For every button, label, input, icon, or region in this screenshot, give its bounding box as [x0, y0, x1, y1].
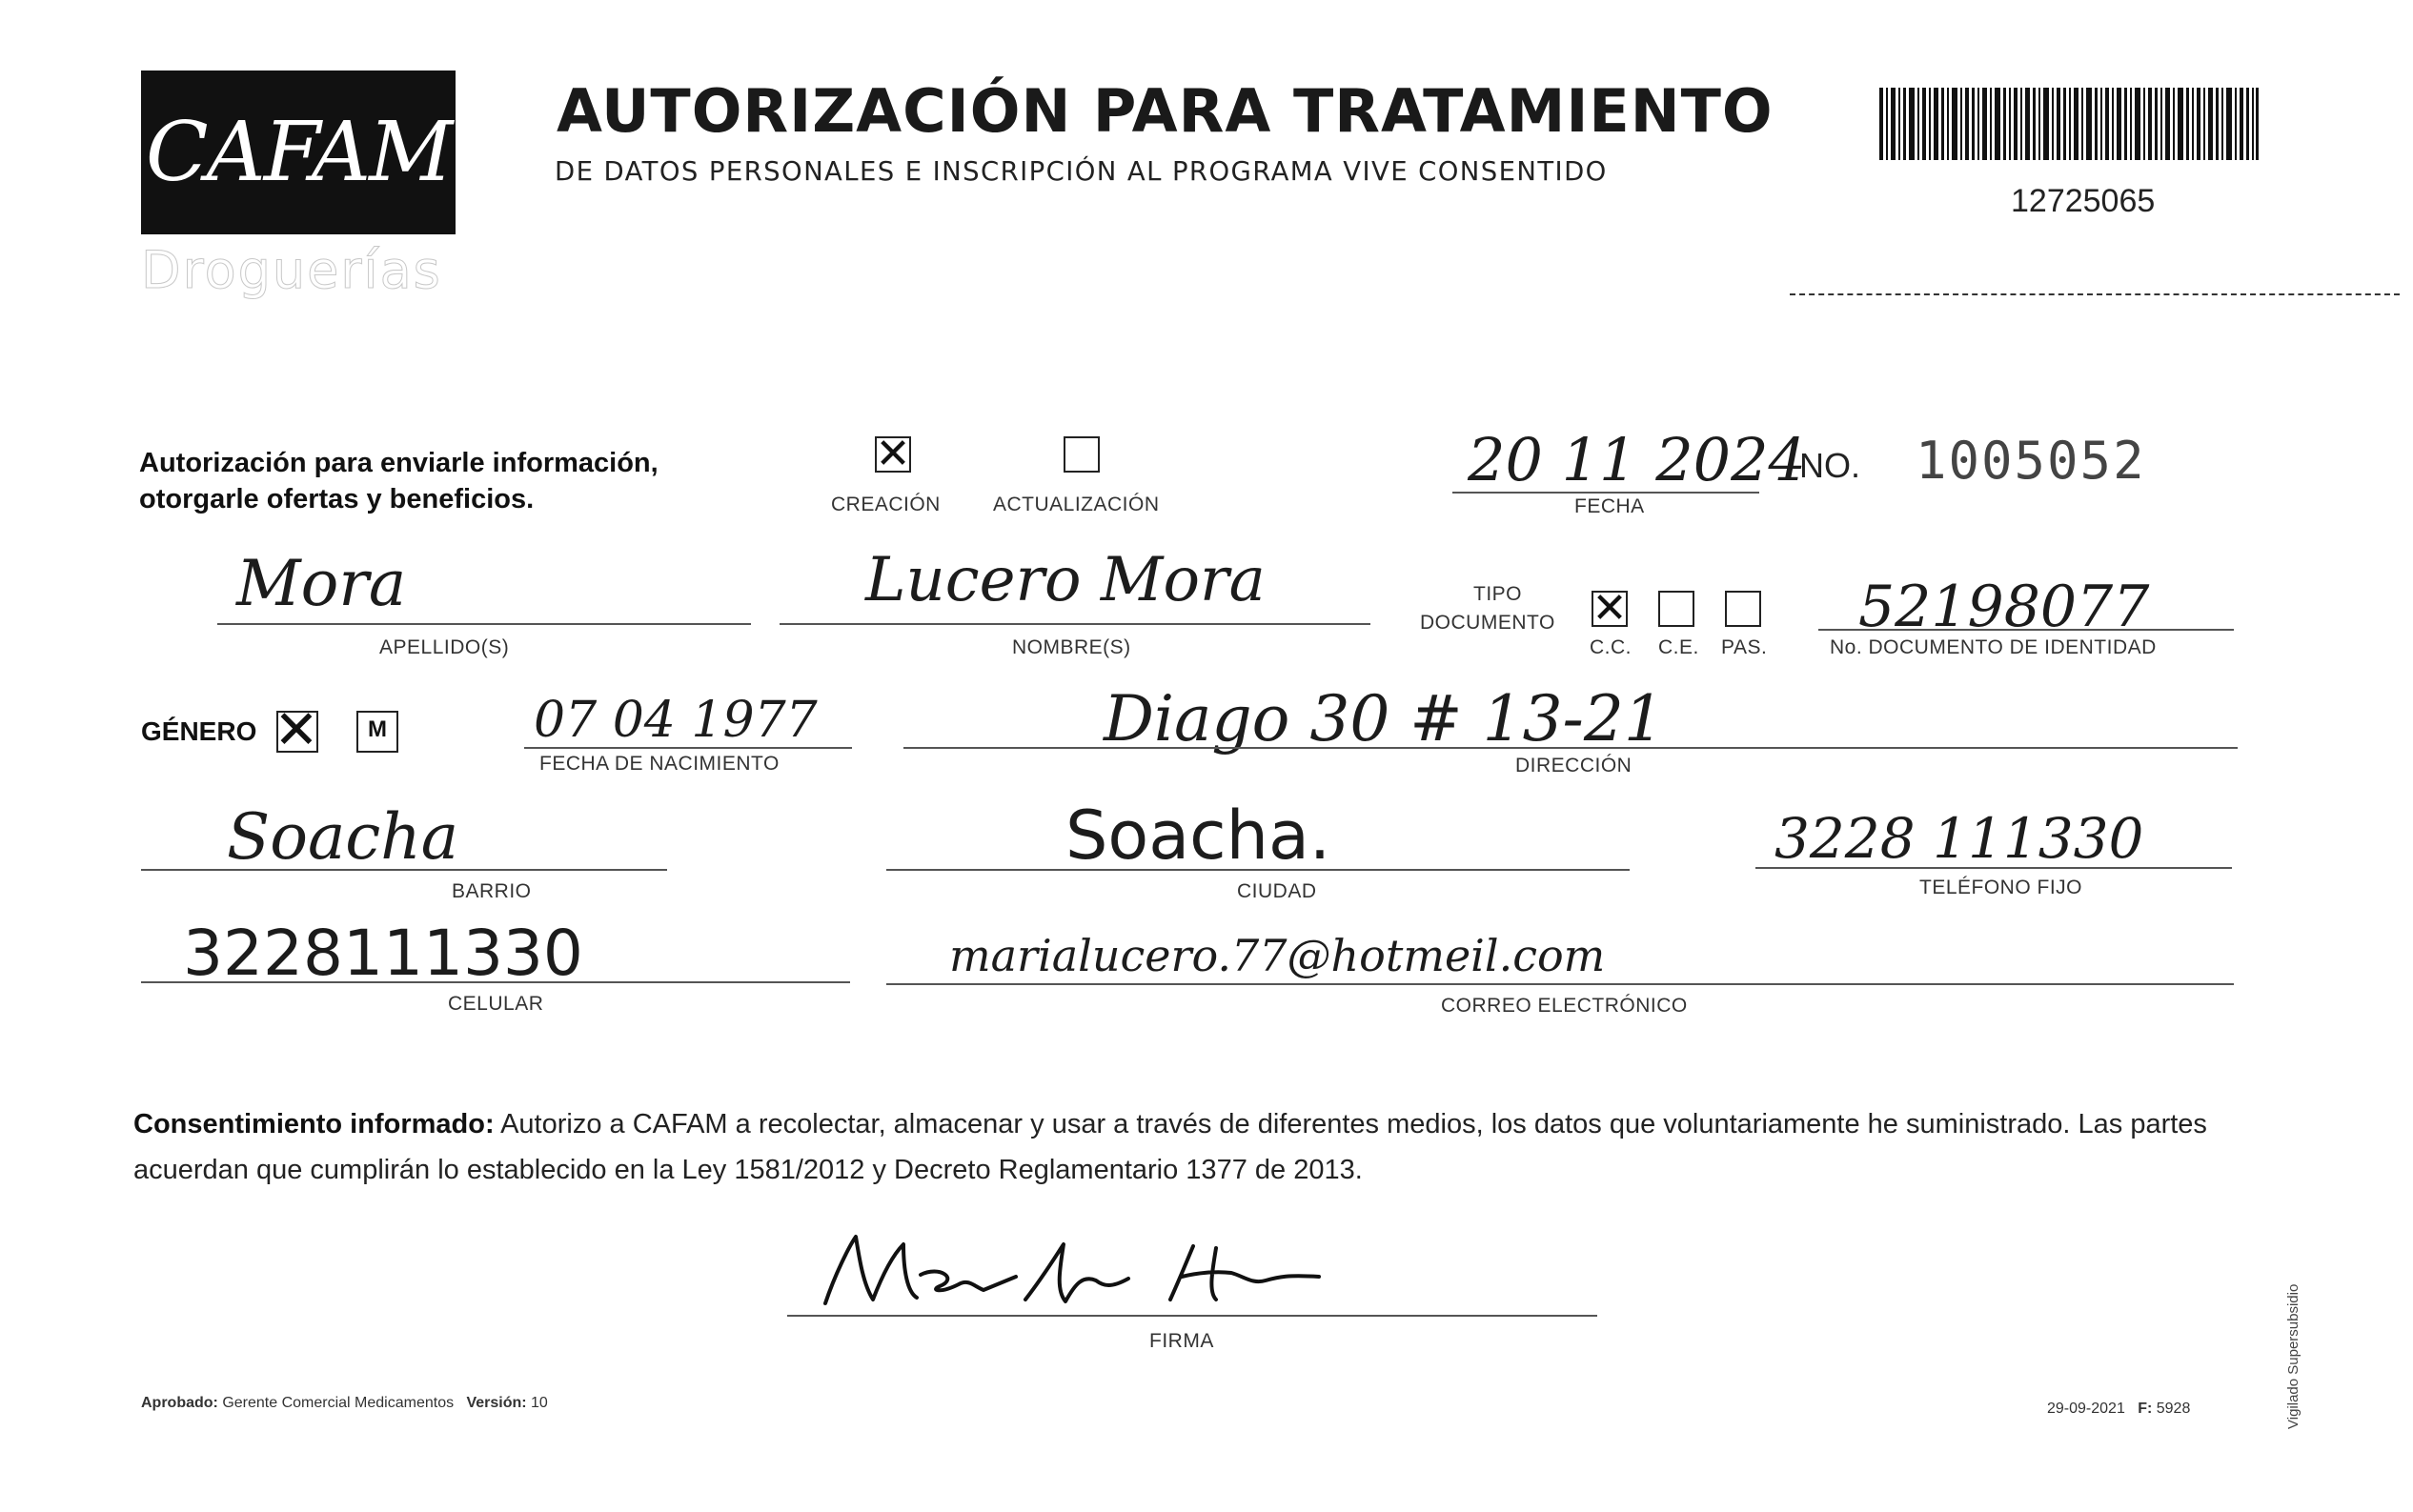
barrio-line	[141, 869, 667, 871]
version-value: 10	[531, 1395, 548, 1411]
direccion-line	[903, 747, 2238, 749]
ce-label: C.E.	[1658, 636, 1699, 658]
actualizacion-checkbox[interactable]	[1064, 436, 1100, 473]
genero-f-check-mark: ✕	[274, 699, 319, 761]
cc-check-mark: ✕	[1592, 584, 1628, 633]
footer-date-code	[2047, 1401, 2190, 1418]
footer-approved	[141, 1395, 548, 1412]
tipo-documento-label-1: TIPO	[1473, 583, 1523, 605]
documento-label: No. DOCUMENTO DE IDENTIDAD	[1830, 636, 2157, 658]
aprobado-label: Aprobado:	[141, 1395, 218, 1411]
footer-code-label: F:	[2138, 1401, 2153, 1417]
fecha-value[interactable]: 20 11 2024	[1468, 425, 1806, 494]
nacimiento-label: FECHA DE NACIMIENTO	[539, 753, 780, 775]
no-value: 1005052	[1916, 431, 2146, 491]
nombres-value[interactable]: Lucero Mora	[865, 545, 1266, 615]
nacimiento-line	[524, 747, 852, 749]
apellidos-line	[217, 623, 751, 625]
vigilado-side-text: Vigilado Supersubsidio	[2285, 1283, 2301, 1429]
barrio-value[interactable]: Soacha	[227, 800, 459, 874]
nacimiento-value[interactable]: 07 04 1977	[534, 692, 818, 749]
intro-line-1: Autorización para enviarle información,	[139, 448, 659, 478]
document-subtitle: DE DATOS PERSONALES E INSCRIPCIÓN AL PROGRAMA VIVE CONSENTIDO	[555, 156, 1608, 187]
ciudad-label: CIUDAD	[1237, 880, 1317, 902]
telefono-line	[1755, 867, 2232, 869]
fecha-line	[1452, 492, 1759, 494]
apellidos-value[interactable]: Mora	[236, 547, 407, 620]
creacion-label: CREACIÓN	[831, 494, 941, 515]
direccion-label: DIRECCIÓN	[1515, 755, 1632, 776]
barcode	[1879, 88, 2259, 160]
correo-label: CORREO ELECTRÓNICO	[1441, 995, 1688, 1017]
version-label: Versión:	[466, 1395, 527, 1411]
signature-line	[787, 1315, 1597, 1317]
footer-code-value: 5928	[2156, 1401, 2191, 1417]
direccion-value[interactable]: Diago 30 # 13-21	[1104, 682, 1664, 756]
nombres-line	[780, 623, 1370, 625]
no-label: NO.	[1799, 446, 1861, 485]
logo-subtext: Droguerías	[141, 240, 442, 300]
documento-line	[1818, 629, 2234, 631]
correo-value[interactable]: marialucero.77@hotmeil.com	[949, 930, 1606, 981]
correo-line	[886, 983, 2234, 985]
ciudad-value[interactable]: Soacha.	[1065, 796, 1331, 875]
intro-line-2: otorgarle ofertas y beneficios.	[139, 484, 535, 514]
celular-value[interactable]: 3228111330	[183, 917, 583, 990]
ce-checkbox[interactable]	[1658, 591, 1694, 627]
signature-drawing	[797, 1218, 1330, 1322]
telefono-label: TELÉFONO FIJO	[1919, 877, 2083, 898]
consent-text: Autorizo a CAFAM a recolectar, almacenar y usar a través de diferentes medios, los datos que voluntariamente he suministrado. Las partes acuerdan que cumplirán lo establecido en la Ley 1581/2012 y Decreto Reglamentario 1377 de 2013.	[133, 1109, 2207, 1185]
nombres-label: NOMBRE(S)	[1012, 636, 1131, 658]
celular-line	[141, 981, 850, 983]
ciudad-line	[886, 869, 1630, 871]
footer-date: 29-09-2021	[2047, 1401, 2125, 1417]
actualizacion-label: ACTUALIZACIÓN	[993, 494, 1160, 515]
tipo-documento-label-2: DOCUMENTO	[1420, 612, 1555, 634]
pas-checkbox[interactable]	[1725, 591, 1761, 627]
documento-value[interactable]: 52198077	[1858, 574, 2150, 640]
apellidos-label: APELLIDO(S)	[379, 636, 510, 658]
genero-m-label: M	[368, 716, 387, 742]
cut-line	[1790, 293, 2400, 295]
creacion-check-mark: ✕	[875, 430, 911, 478]
consent-title: Consentimiento informado:	[133, 1109, 495, 1139]
cafam-logo: CAFAM	[145, 105, 452, 200]
telefono-value[interactable]: 3228 111330	[1774, 806, 2144, 871]
barcode-number: 12725065	[2011, 183, 2156, 219]
genero-label: GÉNERO	[141, 716, 257, 746]
signature-label: FIRMA	[1149, 1330, 1214, 1352]
aprobado-value: Gerente Comercial Medicamentos	[222, 1395, 455, 1411]
pas-label: PAS.	[1721, 636, 1768, 658]
cc-label: C.C.	[1590, 636, 1632, 658]
celular-label: CELULAR	[448, 993, 544, 1015]
fecha-label: FECHA	[1574, 495, 1645, 517]
document-title: AUTORIZACIÓN PARA TRATAMIENTO	[557, 76, 1774, 146]
consent-paragraph	[133, 1101, 2287, 1193]
barrio-label: BARRIO	[452, 880, 532, 902]
